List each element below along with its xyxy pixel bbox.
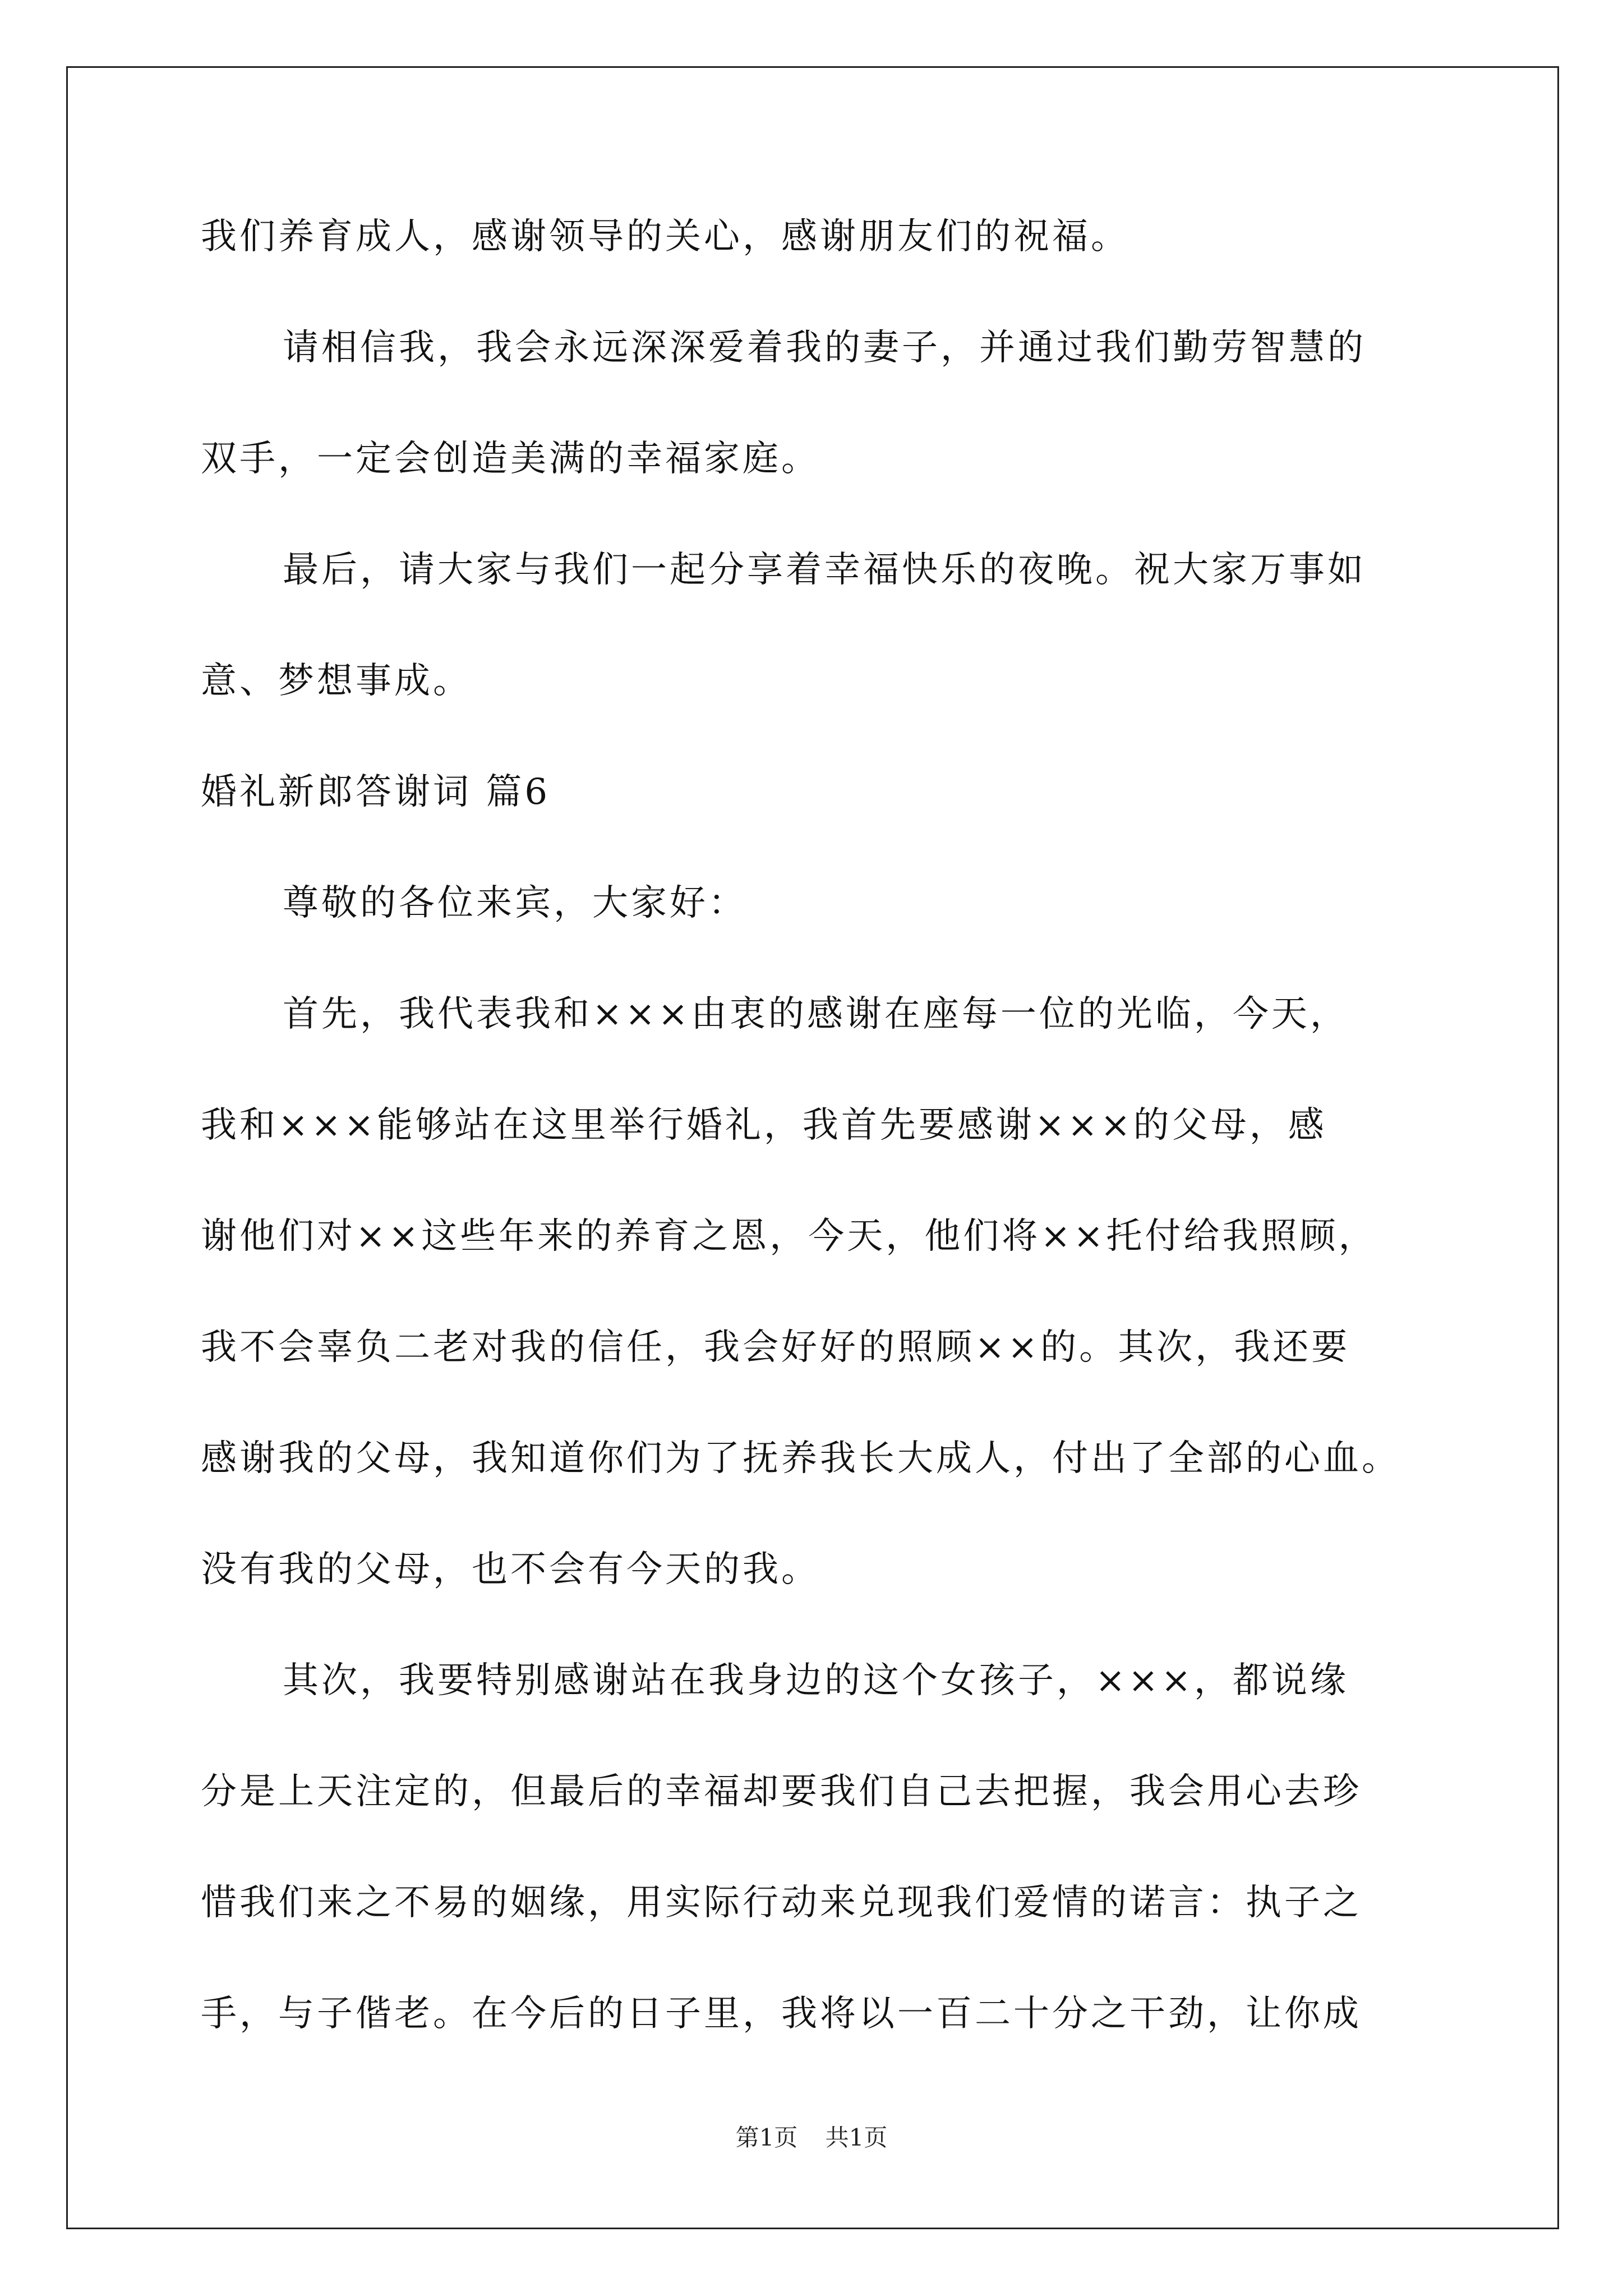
document-body bbox=[201, 213, 1435, 2101]
text-line: 我和×××能够站在这里举行婚礼，我首先要感谢×××的父母，感 bbox=[201, 1105, 1327, 1146]
text-line: 双手，一定会创造美满的幸福家庭。 bbox=[201, 438, 820, 480]
page-number: 第1页 bbox=[735, 2124, 798, 2151]
page-total: 共1页 bbox=[825, 2124, 888, 2151]
text-line: 尊敬的各位来宾，大家好： bbox=[283, 882, 747, 924]
text-line: 首先，我代表我和×××由衷的感谢在座每一位的光临，今天， bbox=[283, 993, 1349, 1035]
text-line: 意、梦想事成。 bbox=[201, 660, 472, 702]
text-line: 请相信我，我会永远深深爱着我的妻子，并通过我们勤劳智慧的 bbox=[283, 327, 1366, 369]
text-line: 手，与子偕老。在今后的日子里，我将以一百二十分之干劲，让你成 bbox=[201, 1993, 1362, 2035]
text-line: 分是上天注定的，但最后的幸福却要我们自己去把握，我会用心去珍 bbox=[201, 1771, 1362, 1812]
text-line: 谢他们对××这些年来的养育之恩，今天，他们将××托付给我照顾， bbox=[201, 1216, 1377, 1257]
text-line: 感谢我的父母，我知道你们为了抚养我长大成人，付出了全部的心血。 bbox=[201, 1438, 1400, 1479]
text-line: 最后，请大家与我们一起分享着幸福快乐的夜晚。祝大家万事如 bbox=[283, 549, 1366, 591]
page-footer bbox=[0, 2124, 1623, 2152]
section-heading: 婚礼新郎答谢词 篇6 bbox=[201, 771, 551, 813]
text-line: 其次，我要特别感谢站在我身边的这个女孩子，×××，都说缘 bbox=[283, 1660, 1349, 1701]
text-line: 我不会辜负二老对我的信任，我会好好的照顾××的。其次，我还要 bbox=[201, 1327, 1350, 1368]
text-line: 我们养育成人，感谢领导的关心，感谢朋友们的祝福。 bbox=[201, 216, 1129, 257]
text-line: 没有我的父母，也不会有今天的我。 bbox=[201, 1549, 820, 1590]
text-line: 惜我们来之不易的姻缘，用实际行动来兑现我们爱情的诺言：执子之 bbox=[201, 1882, 1362, 1924]
